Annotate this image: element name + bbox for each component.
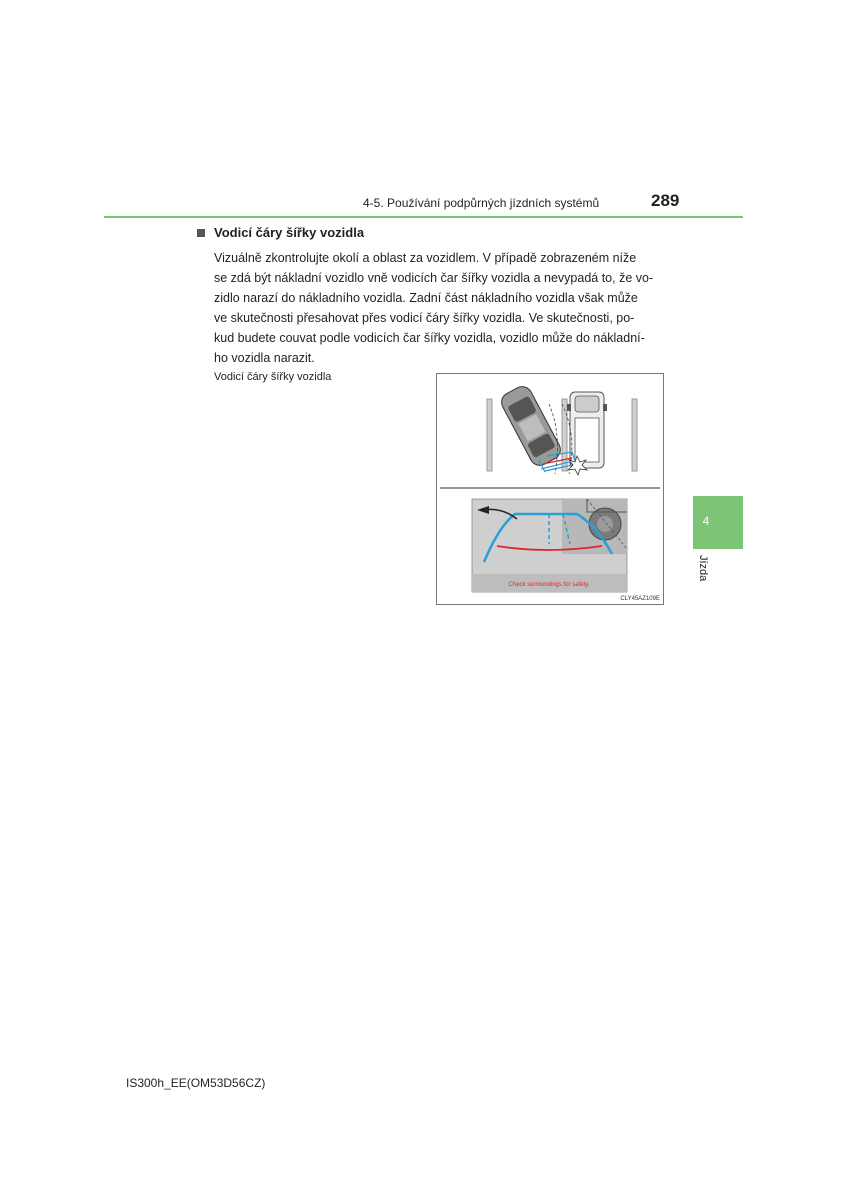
camera-screen (472, 499, 627, 592)
screen-message: Check surroundings for safety. (508, 582, 590, 588)
header-section-title: 4-5. Používání podpůrných jízdních systémů (363, 196, 600, 210)
header-rule (104, 216, 743, 218)
figure-illustration (437, 374, 663, 604)
body-line: ho vozidla narazit. (214, 351, 315, 365)
chapter-number: 4 (702, 514, 710, 528)
truck-top-view (567, 392, 607, 468)
body-line: kud budete couvat podle vodicích čar šířky vozidla, vozidlo může do nákladní- (214, 331, 645, 345)
top-down-scene (487, 383, 637, 475)
body-line: se zdá být nákladní vozidlo vně vodicích čar šířky vozidla a nevypadá to, že vo- (214, 271, 654, 285)
bullet-square-icon (197, 229, 205, 237)
body-line: Vizuálně zkontrolujte okolí a oblast za vozidlem. V případě zobrazeném níže (214, 251, 637, 265)
chapter-tab (693, 496, 743, 549)
parking-guide-figure (436, 373, 664, 605)
body-paragraph (214, 248, 658, 368)
page-number: 289 (651, 191, 680, 210)
chapter-label: Jízda (697, 555, 709, 582)
car-top-view (498, 383, 564, 469)
footer-model-code: IS300h_EE(OM53D56CZ) (126, 1076, 266, 1090)
section-heading: Vodicí čáry šířky vozidla (214, 225, 365, 240)
figure-code: CLY45AZ109E (620, 596, 660, 602)
body-line: ve skutečnosti přesahovat přes vodicí čáry šířky vozidla. Ve skutečnosti, po- (214, 311, 635, 325)
body-line: zidlo narazí do nákladního vozidla. Zadní část nákladního vozidla však může (214, 291, 638, 305)
figure-caption: Vodicí čáry šířky vozidla (214, 371, 332, 383)
